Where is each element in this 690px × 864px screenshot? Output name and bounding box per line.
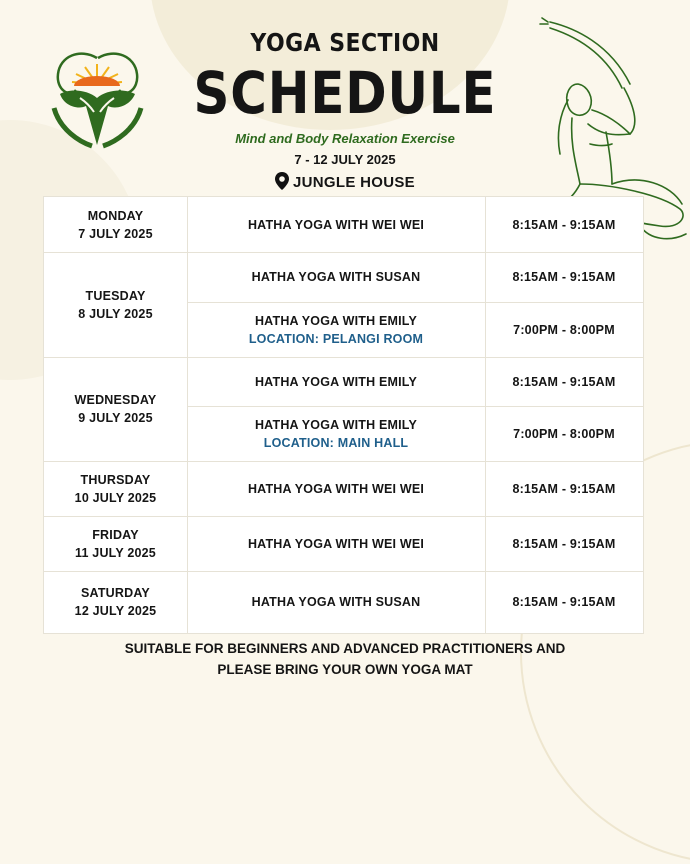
event-dates: 7 - 12 JULY 2025 xyxy=(294,152,396,167)
pre-title: YOGA SECTION xyxy=(250,28,440,57)
footer-note xyxy=(0,638,690,680)
time-range: 8:15AM - 9:15AM xyxy=(512,595,616,609)
session-class xyxy=(187,516,485,571)
class-name: HATHA YOGA WITH EMILY xyxy=(254,417,418,432)
session-class xyxy=(187,571,485,633)
flower-logo-icon xyxy=(50,50,145,150)
class-name: HATHA YOGA WITH WEI WEI xyxy=(247,217,425,232)
day-name: SATURDAY xyxy=(81,586,150,600)
day-cell-saturday xyxy=(44,571,187,633)
session-class xyxy=(187,302,485,357)
class-name: HATHA YOGA WITH SUSAN xyxy=(251,595,421,609)
location-pin-icon xyxy=(275,172,289,190)
footer-line-2: PLEASE BRING YOUR OWN YOGA MAT xyxy=(217,662,473,677)
class-name: HATHA YOGA WITH WEI WEI xyxy=(247,481,425,496)
time-range: 8:15AM - 9:15AM xyxy=(512,374,616,389)
day-name: MONDAY xyxy=(87,208,144,223)
class-name: HATHA YOGA WITH WEI WEI xyxy=(247,536,425,551)
session-class xyxy=(187,252,485,302)
day-cell-wednesday xyxy=(44,357,187,461)
session-time xyxy=(485,406,643,461)
footer-line-1: SUITABLE FOR BEGINNERS AND ADVANCED PRACTITIONERS AND xyxy=(124,641,566,656)
time-range: 8:15AM - 9:15AM xyxy=(512,481,616,496)
session-time xyxy=(485,197,643,252)
class-name: HATHA YOGA WITH SUSAN xyxy=(251,270,421,284)
time-range: 7:00PM - 8:00PM xyxy=(513,426,615,441)
time-range: 8:15AM - 9:15AM xyxy=(512,270,616,284)
day-date: 9 JULY 2025 xyxy=(78,411,153,425)
day-name: FRIDAY xyxy=(92,527,139,542)
class-name: HATHA YOGA WITH EMILY xyxy=(254,313,418,328)
day-date: 7 JULY 2025 xyxy=(78,226,153,241)
day-date: 10 JULY 2025 xyxy=(74,490,157,505)
session-class xyxy=(187,461,485,516)
day-date: 8 JULY 2025 xyxy=(78,306,153,321)
day-name: THURSDAY xyxy=(80,472,151,487)
day-date: 11 JULY 2025 xyxy=(75,545,156,560)
venue xyxy=(0,172,690,191)
schedule-table xyxy=(43,196,644,634)
time-range: 8:15AM - 9:15AM xyxy=(512,536,616,551)
session-class xyxy=(187,406,485,461)
session-time xyxy=(485,516,643,571)
day-date: 12 JULY 2025 xyxy=(74,604,157,618)
class-location: LOCATION: MAIN HALL xyxy=(263,435,409,450)
time-range: 8:15AM - 9:15AM xyxy=(512,217,616,232)
session-time xyxy=(485,252,643,302)
subtitle: Mind and Body Relaxation Exercise xyxy=(235,131,455,146)
day-cell-tuesday xyxy=(44,252,187,357)
session-class xyxy=(187,357,485,406)
class-location: LOCATION: PELANGI ROOM xyxy=(248,331,424,346)
day-cell-monday xyxy=(44,197,187,252)
time-range: 7:00PM - 8:00PM xyxy=(513,322,615,337)
session-time xyxy=(485,302,643,357)
page-title: SCHEDULE xyxy=(193,59,497,127)
venue-label: JUNGLE HOUSE xyxy=(293,174,415,191)
day-cell-thursday xyxy=(44,461,187,516)
session-class xyxy=(187,197,485,252)
session-time xyxy=(485,571,643,633)
day-cell-friday xyxy=(44,516,187,571)
class-name: HATHA YOGA WITH EMILY xyxy=(254,374,418,389)
day-name: TUESDAY xyxy=(85,288,146,303)
day-name: WEDNESDAY xyxy=(74,393,157,407)
session-time xyxy=(485,357,643,406)
session-time xyxy=(485,461,643,516)
